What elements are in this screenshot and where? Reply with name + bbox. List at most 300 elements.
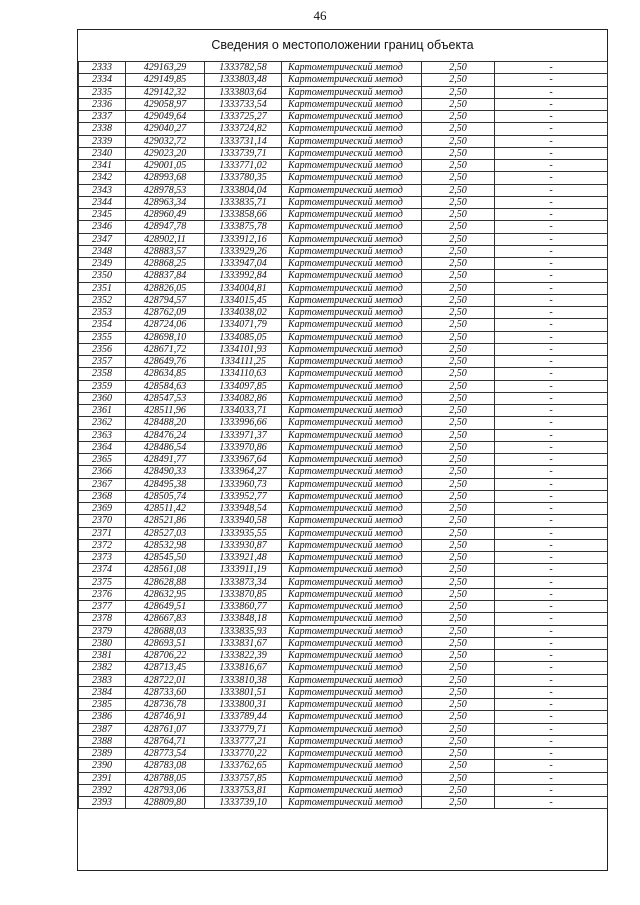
y-coordinate-cell: 1333725,27 — [205, 111, 282, 123]
point-number-cell: 2390 — [79, 760, 126, 772]
accuracy-cell: 2,50 — [422, 441, 495, 453]
table-row — [79, 784, 608, 796]
table-row — [79, 62, 608, 74]
description-cell: - — [495, 797, 608, 809]
y-coordinate-cell: 1333822,39 — [205, 650, 282, 662]
point-number-cell: 2336 — [79, 98, 126, 110]
method-cell: Картометрический метод — [282, 294, 422, 306]
point-number-cell: 2366 — [79, 466, 126, 478]
accuracy-cell: 2,50 — [422, 380, 495, 392]
table-row — [79, 662, 608, 674]
table-row — [79, 392, 608, 404]
y-coordinate-cell: 1333777,21 — [205, 735, 282, 747]
accuracy-cell: 2,50 — [422, 392, 495, 404]
point-number-cell: 2374 — [79, 564, 126, 576]
method-cell: Картометрический метод — [282, 797, 422, 809]
description-cell: - — [495, 368, 608, 380]
y-coordinate-cell: 1333873,34 — [205, 576, 282, 588]
description-cell: - — [495, 503, 608, 515]
description-cell: - — [495, 331, 608, 343]
x-coordinate-cell: 428486,54 — [126, 441, 205, 453]
method-cell: Картометрический метод — [282, 270, 422, 282]
method-cell: Картометрический метод — [282, 784, 422, 796]
accuracy-cell: 2,50 — [422, 98, 495, 110]
description-cell: - — [495, 392, 608, 404]
accuracy-cell: 2,50 — [422, 270, 495, 282]
point-number-cell: 2350 — [79, 270, 126, 282]
table-row — [79, 490, 608, 502]
method-cell: Картометрический метод — [282, 552, 422, 564]
table-row — [79, 539, 608, 551]
y-coordinate-cell: 1333992,84 — [205, 270, 282, 282]
x-coordinate-cell: 428698,10 — [126, 331, 205, 343]
accuracy-cell: 2,50 — [422, 86, 495, 98]
table-row — [79, 147, 608, 159]
method-cell: Картометрический метод — [282, 429, 422, 441]
x-coordinate-cell: 429040,27 — [126, 123, 205, 135]
table-row — [79, 613, 608, 625]
x-coordinate-cell: 428722,01 — [126, 674, 205, 686]
x-coordinate-cell: 428826,05 — [126, 282, 205, 294]
y-coordinate-cell: 1333816,67 — [205, 662, 282, 674]
description-cell: - — [495, 74, 608, 86]
table-row — [79, 209, 608, 221]
table-row — [79, 576, 608, 588]
y-coordinate-cell: 1334015,45 — [205, 294, 282, 306]
description-cell: - — [495, 539, 608, 551]
y-coordinate-cell: 1333930,87 — [205, 539, 282, 551]
method-cell: Картометрический метод — [282, 221, 422, 233]
y-coordinate-cell: 1333804,04 — [205, 184, 282, 196]
point-number-cell: 2384 — [79, 686, 126, 698]
x-coordinate-cell: 428837,84 — [126, 270, 205, 282]
x-coordinate-cell: 428532,98 — [126, 539, 205, 551]
description-cell: - — [495, 699, 608, 711]
y-coordinate-cell: 1333770,22 — [205, 748, 282, 760]
accuracy-cell: 2,50 — [422, 797, 495, 809]
y-coordinate-cell: 1334082,86 — [205, 392, 282, 404]
description-cell: - — [495, 221, 608, 233]
table-row — [79, 564, 608, 576]
point-number-cell: 2337 — [79, 111, 126, 123]
x-coordinate-cell: 428746,91 — [126, 711, 205, 723]
x-coordinate-cell: 428809,80 — [126, 797, 205, 809]
x-coordinate-cell: 428649,76 — [126, 356, 205, 368]
description-cell: - — [495, 417, 608, 429]
table-row — [79, 258, 608, 270]
point-number-cell: 2392 — [79, 784, 126, 796]
point-number-cell: 2356 — [79, 343, 126, 355]
description-cell: - — [495, 637, 608, 649]
accuracy-cell: 2,50 — [422, 307, 495, 319]
description-cell: - — [495, 564, 608, 576]
x-coordinate-cell: 428584,63 — [126, 380, 205, 392]
accuracy-cell: 2,50 — [422, 405, 495, 417]
table-row — [79, 86, 608, 98]
table-row — [79, 552, 608, 564]
y-coordinate-cell: 1333964,27 — [205, 466, 282, 478]
description-cell: - — [495, 98, 608, 110]
x-coordinate-cell: 428488,20 — [126, 417, 205, 429]
method-cell: Картометрический метод — [282, 147, 422, 159]
method-cell: Картометрический метод — [282, 98, 422, 110]
point-number-cell: 2391 — [79, 772, 126, 784]
description-cell: - — [495, 196, 608, 208]
description-cell: - — [495, 270, 608, 282]
table-row — [79, 429, 608, 441]
description-cell: - — [495, 686, 608, 698]
y-coordinate-cell: 1333782,58 — [205, 62, 282, 74]
x-coordinate-cell: 428762,09 — [126, 307, 205, 319]
accuracy-cell: 2,50 — [422, 74, 495, 86]
y-coordinate-cell: 1333870,85 — [205, 588, 282, 600]
method-cell: Картометрический метод — [282, 62, 422, 74]
accuracy-cell: 2,50 — [422, 613, 495, 625]
method-cell: Картометрический метод — [282, 368, 422, 380]
table-row — [79, 172, 608, 184]
y-coordinate-cell: 1333935,55 — [205, 527, 282, 539]
method-cell: Картометрический метод — [282, 209, 422, 221]
x-coordinate-cell: 428993,68 — [126, 172, 205, 184]
table-row — [79, 515, 608, 527]
accuracy-cell: 2,50 — [422, 674, 495, 686]
table-row — [79, 98, 608, 110]
description-cell: - — [495, 748, 608, 760]
point-number-cell: 2375 — [79, 576, 126, 588]
point-number-cell: 2377 — [79, 601, 126, 613]
accuracy-cell: 2,50 — [422, 760, 495, 772]
point-number-cell: 2370 — [79, 515, 126, 527]
method-cell: Картометрический метод — [282, 478, 422, 490]
y-coordinate-cell: 1333803,48 — [205, 74, 282, 86]
accuracy-cell: 2,50 — [422, 650, 495, 662]
point-number-cell: 2389 — [79, 748, 126, 760]
x-coordinate-cell: 428491,77 — [126, 454, 205, 466]
table-row — [79, 307, 608, 319]
description-cell: - — [495, 86, 608, 98]
x-coordinate-cell: 429049,64 — [126, 111, 205, 123]
description-cell: - — [495, 735, 608, 747]
point-number-cell: 2339 — [79, 135, 126, 147]
y-coordinate-cell: 1333952,77 — [205, 490, 282, 502]
y-coordinate-cell: 1333970,86 — [205, 441, 282, 453]
x-coordinate-cell: 428495,38 — [126, 478, 205, 490]
table-row — [79, 270, 608, 282]
y-coordinate-cell: 1333848,18 — [205, 613, 282, 625]
table-body — [79, 62, 608, 809]
y-coordinate-cell: 1333858,66 — [205, 209, 282, 221]
method-cell: Картометрический метод — [282, 356, 422, 368]
x-coordinate-cell: 428511,96 — [126, 405, 205, 417]
description-cell: - — [495, 662, 608, 674]
point-number-cell: 2344 — [79, 196, 126, 208]
point-number-cell: 2353 — [79, 307, 126, 319]
accuracy-cell: 2,50 — [422, 331, 495, 343]
x-coordinate-cell: 428794,57 — [126, 294, 205, 306]
point-number-cell: 2355 — [79, 331, 126, 343]
accuracy-cell: 2,50 — [422, 233, 495, 245]
y-coordinate-cell: 1334033,71 — [205, 405, 282, 417]
point-number-cell: 2376 — [79, 588, 126, 600]
accuracy-cell: 2,50 — [422, 625, 495, 637]
method-cell: Картометрический метод — [282, 245, 422, 257]
table-row — [79, 466, 608, 478]
y-coordinate-cell: 1333810,38 — [205, 674, 282, 686]
x-coordinate-cell: 428527,03 — [126, 527, 205, 539]
x-coordinate-cell: 428733,60 — [126, 686, 205, 698]
table-row — [79, 233, 608, 245]
point-number-cell: 2380 — [79, 637, 126, 649]
x-coordinate-cell: 429032,72 — [126, 135, 205, 147]
x-coordinate-cell: 429058,97 — [126, 98, 205, 110]
x-coordinate-cell: 428521,86 — [126, 515, 205, 527]
table-row — [79, 245, 608, 257]
description-cell: - — [495, 441, 608, 453]
description-cell: - — [495, 135, 608, 147]
method-cell: Картометрический метод — [282, 319, 422, 331]
point-number-cell: 2340 — [79, 147, 126, 159]
y-coordinate-cell: 1333801,51 — [205, 686, 282, 698]
accuracy-cell: 2,50 — [422, 282, 495, 294]
y-coordinate-cell: 1333800,31 — [205, 699, 282, 711]
description-cell: - — [495, 601, 608, 613]
method-cell: Картометрический метод — [282, 111, 422, 123]
x-coordinate-cell: 428688,03 — [126, 625, 205, 637]
point-number-cell: 2364 — [79, 441, 126, 453]
description-cell: - — [495, 123, 608, 135]
point-number-cell: 2378 — [79, 613, 126, 625]
method-cell: Картометрический метод — [282, 601, 422, 613]
description-cell: - — [495, 319, 608, 331]
description-cell: - — [495, 160, 608, 172]
method-cell: Картометрический метод — [282, 625, 422, 637]
accuracy-cell: 2,50 — [422, 147, 495, 159]
point-number-cell: 2335 — [79, 86, 126, 98]
description-cell: - — [495, 307, 608, 319]
x-coordinate-cell: 428761,07 — [126, 723, 205, 735]
description-cell: - — [495, 760, 608, 772]
method-cell: Картометрический метод — [282, 699, 422, 711]
x-coordinate-cell: 428628,88 — [126, 576, 205, 588]
accuracy-cell: 2,50 — [422, 601, 495, 613]
x-coordinate-cell: 428736,78 — [126, 699, 205, 711]
point-number-cell: 2334 — [79, 74, 126, 86]
table-row — [79, 748, 608, 760]
method-cell: Картометрический метод — [282, 637, 422, 649]
y-coordinate-cell: 1333860,77 — [205, 601, 282, 613]
description-cell: - — [495, 576, 608, 588]
y-coordinate-cell: 1333967,64 — [205, 454, 282, 466]
accuracy-cell: 2,50 — [422, 662, 495, 674]
method-cell: Картометрический метод — [282, 454, 422, 466]
x-coordinate-cell: 428649,51 — [126, 601, 205, 613]
method-cell: Картометрический метод — [282, 723, 422, 735]
y-coordinate-cell: 1333779,71 — [205, 723, 282, 735]
accuracy-cell: 2,50 — [422, 356, 495, 368]
description-cell: - — [495, 429, 608, 441]
accuracy-cell: 2,50 — [422, 503, 495, 515]
method-cell: Картометрический метод — [282, 527, 422, 539]
description-cell: - — [495, 625, 608, 637]
method-cell: Картометрический метод — [282, 711, 422, 723]
table-row — [79, 111, 608, 123]
x-coordinate-cell: 428505,74 — [126, 490, 205, 502]
table-row — [79, 294, 608, 306]
accuracy-cell: 2,50 — [422, 62, 495, 74]
accuracy-cell: 2,50 — [422, 723, 495, 735]
accuracy-cell: 2,50 — [422, 221, 495, 233]
accuracy-cell: 2,50 — [422, 454, 495, 466]
point-number-cell: 2381 — [79, 650, 126, 662]
x-coordinate-cell: 428793,06 — [126, 784, 205, 796]
y-coordinate-cell: 1333996,66 — [205, 417, 282, 429]
y-coordinate-cell: 1334110,63 — [205, 368, 282, 380]
accuracy-cell: 2,50 — [422, 417, 495, 429]
method-cell: Картометрический метод — [282, 748, 422, 760]
y-coordinate-cell: 1333803,64 — [205, 86, 282, 98]
method-cell: Картометрический метод — [282, 760, 422, 772]
y-coordinate-cell: 1333724,82 — [205, 123, 282, 135]
x-coordinate-cell: 429163,29 — [126, 62, 205, 74]
point-number-cell: 2393 — [79, 797, 126, 809]
x-coordinate-cell: 428545,50 — [126, 552, 205, 564]
description-cell: - — [495, 282, 608, 294]
x-coordinate-cell: 428788,05 — [126, 772, 205, 784]
table-row — [79, 699, 608, 711]
table-row — [79, 405, 608, 417]
point-number-cell: 2368 — [79, 490, 126, 502]
point-number-cell: 2338 — [79, 123, 126, 135]
x-coordinate-cell: 428902,11 — [126, 233, 205, 245]
x-coordinate-cell: 428978,53 — [126, 184, 205, 196]
x-coordinate-cell: 428547,53 — [126, 392, 205, 404]
table-row — [79, 588, 608, 600]
method-cell: Картометрический метод — [282, 135, 422, 147]
x-coordinate-cell: 428706,22 — [126, 650, 205, 662]
method-cell: Картометрический метод — [282, 417, 422, 429]
y-coordinate-cell: 1333912,16 — [205, 233, 282, 245]
point-number-cell: 2345 — [79, 209, 126, 221]
description-cell: - — [495, 343, 608, 355]
method-cell: Картометрический метод — [282, 160, 422, 172]
accuracy-cell: 2,50 — [422, 245, 495, 257]
accuracy-cell: 2,50 — [422, 135, 495, 147]
description-cell: - — [495, 723, 608, 735]
method-cell: Картометрический метод — [282, 343, 422, 355]
method-cell: Картометрический метод — [282, 405, 422, 417]
description-cell: - — [495, 650, 608, 662]
description-cell: - — [495, 233, 608, 245]
point-number-cell: 2360 — [79, 392, 126, 404]
description-cell: - — [495, 454, 608, 466]
y-coordinate-cell: 1333960,73 — [205, 478, 282, 490]
accuracy-cell: 2,50 — [422, 552, 495, 564]
description-cell: - — [495, 184, 608, 196]
point-number-cell: 2362 — [79, 417, 126, 429]
description-cell: - — [495, 784, 608, 796]
point-number-cell: 2388 — [79, 735, 126, 747]
description-cell: - — [495, 356, 608, 368]
point-number-cell: 2346 — [79, 221, 126, 233]
point-number-cell: 2354 — [79, 319, 126, 331]
accuracy-cell: 2,50 — [422, 184, 495, 196]
y-coordinate-cell: 1334071,79 — [205, 319, 282, 331]
table-row — [79, 601, 608, 613]
table-row — [79, 331, 608, 343]
accuracy-cell: 2,50 — [422, 429, 495, 441]
accuracy-cell: 2,50 — [422, 711, 495, 723]
x-coordinate-cell: 428667,83 — [126, 613, 205, 625]
accuracy-cell: 2,50 — [422, 748, 495, 760]
y-coordinate-cell: 1334097,85 — [205, 380, 282, 392]
table-row — [79, 74, 608, 86]
description-cell: - — [495, 466, 608, 478]
point-number-cell: 2365 — [79, 454, 126, 466]
x-coordinate-cell: 428490,33 — [126, 466, 205, 478]
method-cell: Картометрический метод — [282, 588, 422, 600]
description-cell: - — [495, 147, 608, 159]
table-row — [79, 527, 608, 539]
point-number-cell: 2341 — [79, 160, 126, 172]
y-coordinate-cell: 1333835,71 — [205, 196, 282, 208]
description-cell: - — [495, 209, 608, 221]
method-cell: Картометрический метод — [282, 380, 422, 392]
accuracy-cell: 2,50 — [422, 123, 495, 135]
point-number-cell: 2359 — [79, 380, 126, 392]
y-coordinate-cell: 1333921,48 — [205, 552, 282, 564]
point-number-cell: 2373 — [79, 552, 126, 564]
accuracy-cell: 2,50 — [422, 515, 495, 527]
y-coordinate-cell: 1333757,85 — [205, 772, 282, 784]
y-coordinate-cell: 1333762,65 — [205, 760, 282, 772]
point-number-cell: 2333 — [79, 62, 126, 74]
x-coordinate-cell: 428671,72 — [126, 343, 205, 355]
description-cell: - — [495, 515, 608, 527]
method-cell: Картометрический метод — [282, 184, 422, 196]
y-coordinate-cell: 1334111,25 — [205, 356, 282, 368]
method-cell: Картометрический метод — [282, 650, 422, 662]
method-cell: Картометрический метод — [282, 613, 422, 625]
accuracy-cell: 2,50 — [422, 258, 495, 270]
method-cell: Картометрический метод — [282, 503, 422, 515]
table-row — [79, 160, 608, 172]
table-row — [79, 135, 608, 147]
y-coordinate-cell: 1333739,71 — [205, 147, 282, 159]
description-cell: - — [495, 245, 608, 257]
method-cell: Картометрический метод — [282, 686, 422, 698]
y-coordinate-cell: 1333835,93 — [205, 625, 282, 637]
x-coordinate-cell: 428963,34 — [126, 196, 205, 208]
accuracy-cell: 2,50 — [422, 343, 495, 355]
x-coordinate-cell: 428561,08 — [126, 564, 205, 576]
accuracy-cell: 2,50 — [422, 576, 495, 588]
description-cell: - — [495, 172, 608, 184]
table-row — [79, 711, 608, 723]
point-number-cell: 2351 — [79, 282, 126, 294]
x-coordinate-cell: 429001,05 — [126, 160, 205, 172]
table-row — [79, 221, 608, 233]
table-row — [79, 772, 608, 784]
method-cell: Картометрический метод — [282, 735, 422, 747]
method-cell: Картометрический метод — [282, 331, 422, 343]
description-cell: - — [495, 674, 608, 686]
x-coordinate-cell: 428783,08 — [126, 760, 205, 772]
accuracy-cell: 2,50 — [422, 466, 495, 478]
accuracy-cell: 2,50 — [422, 772, 495, 784]
point-number-cell: 2347 — [79, 233, 126, 245]
table-title: Сведения о местоположении границ объекта — [211, 38, 474, 52]
accuracy-cell: 2,50 — [422, 160, 495, 172]
